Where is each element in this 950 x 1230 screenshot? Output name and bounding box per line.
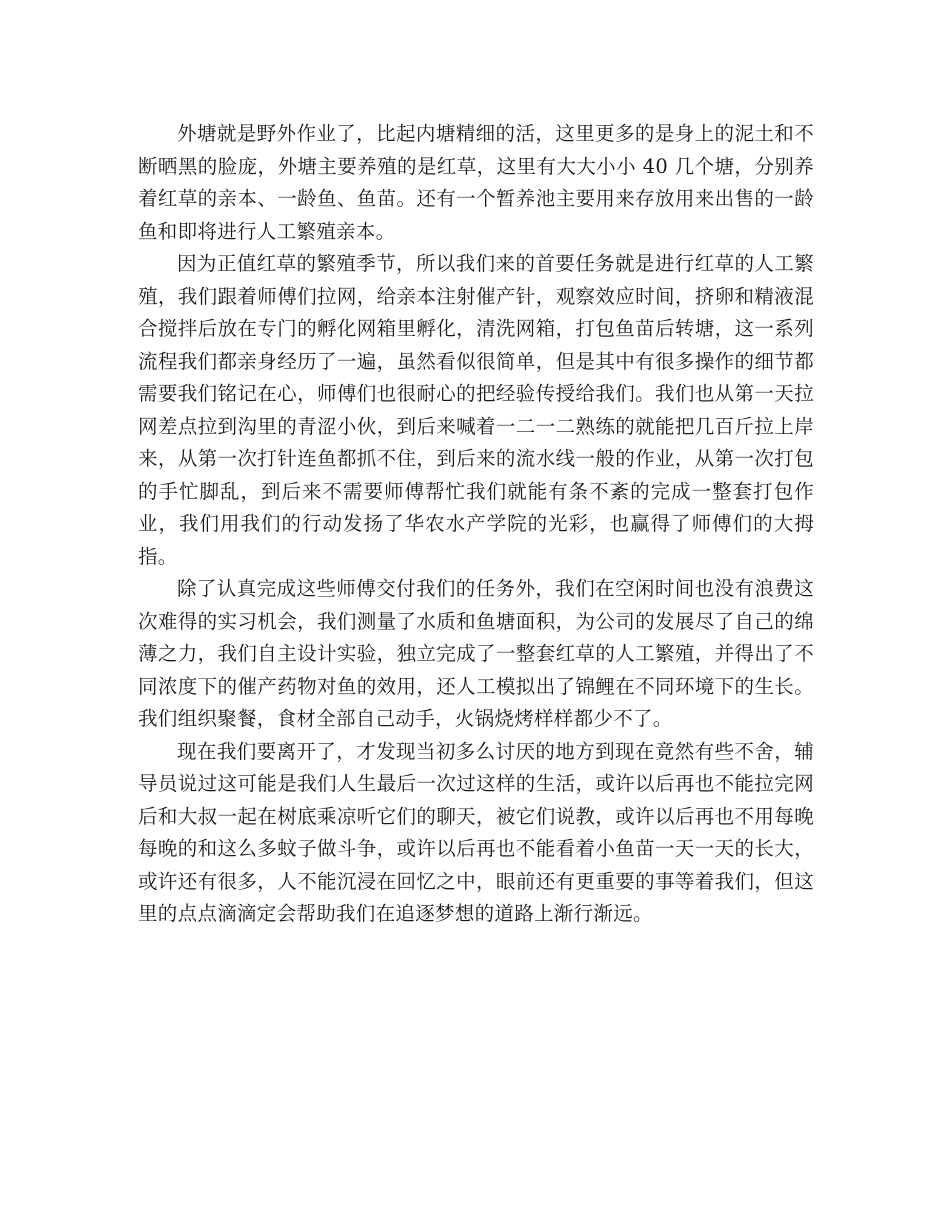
paragraph-spare-time: 除了认真完成这些师傅交付我们的任务外，我们在空闲时间也没有浪费这次难得的实习机会，我们测量了水质和鱼塘面积，为公司的发展尽了自己的绵薄之力，我们自主设计实验，独立完成了一整套红草的人工繁殖，并得出了不同浓度下的催产药物对鱼的效用，还人工模拟出了锦鲤在不同环境下的生长。我们组织聚餐，食材全部自己动手，火锅烧烤样样都少不了。 [138, 577, 814, 730]
paragraph-outer-pond: 外塘就是野外作业了，比起内塘精细的活，这里更多的是身上的泥土和不断晒黑的脸庞，外塘主要养殖的是红草，这里有大大小小 40 几个塘，分别养着红草的亲本、一龄鱼、鱼苗。还有一个暂养池主要用来存放用来出售的一龄鱼和即将进行人工繁殖亲本。 [138, 122, 814, 243]
document-body [138, 118, 814, 931]
paragraph-artificial-breeding: 因为正值红草的繁殖季节，所以我们来的首要任务就是进行红草的人工繁殖，我们跟着师傅们拉网，给亲本注射催产针，观察效应时间，挤卵和精液混合搅拌后放在专门的孵化网箱里孵化，清洗网箱，打包鱼苗后转塘，这一系列流程我们都亲身经历了一遍，虽然看似很简单，但是其中有很多操作的细节都需要我们铭记在心，师傅们也很耐心的把经验传授给我们。我们也从第一天拉网差点拉到沟里的青涩小伙，到后来喊着一二一二熟练的就能把几百斤拉上岸来，从第一次打针连鱼都抓不住，到后来的流水线一般的作业，从第一次打包的手忙脚乱，到后来不需要师傅帮忙我们就能有条不紊的完成一整套打包作业，我们用我们的行动发扬了华农水产学院的光彩，也赢得了师傅们的大拇指。 [138, 252, 814, 568]
paragraph-farewell: 现在我们要离开了，才发现当初多么讨厌的地方到现在竟然有些不舍，辅导员说过这可能是我们人生最后一次过这样的生活，或许以后再也不能拉完网后和大叔一起在树底乘凉听它们的聊天，被它们说教，或许以后再也不用每晚每晚的和这么多蚊子做斗争，或许以后再也不能看着小鱼苗一天一天的长大，或许还有很多，人不能沉浸在回忆之中，眼前还有更重要的事等着我们，但这里的点点滴滴定会帮助我们在追逐梦想的道路上渐行渐远。 [138, 739, 814, 925]
